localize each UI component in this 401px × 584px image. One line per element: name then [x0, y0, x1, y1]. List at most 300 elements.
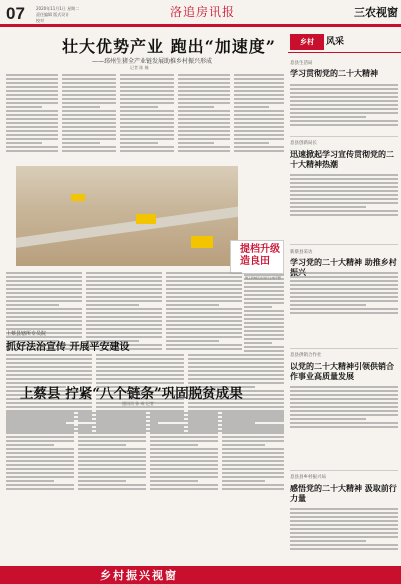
text-line [166, 348, 242, 350]
text-line [86, 276, 162, 278]
text-line [6, 90, 58, 92]
text-line [120, 114, 174, 116]
text-line [166, 308, 242, 310]
text-line [234, 94, 284, 96]
text-line [178, 138, 230, 140]
text-line [62, 110, 116, 112]
text-line [6, 138, 58, 140]
text-line [290, 520, 398, 522]
text-line [6, 370, 92, 372]
text-line [62, 98, 116, 100]
text-line [6, 292, 82, 294]
text-line [178, 122, 230, 124]
text-line [6, 440, 74, 442]
text-line [150, 452, 218, 454]
text-line [244, 342, 272, 344]
text-line [290, 426, 398, 428]
lead-body-col-1 [6, 72, 58, 154]
text-line [290, 194, 398, 196]
text-line [96, 378, 184, 380]
text-line [86, 324, 162, 326]
text-line [178, 126, 230, 128]
footer-label: 乡村振兴视窗 [100, 569, 178, 582]
text-line [290, 524, 398, 526]
text-line [6, 444, 54, 446]
second-kicker: 上蔡县辖所专员院 [6, 331, 47, 337]
third-body-col-4 [222, 410, 284, 492]
text-line [290, 214, 398, 216]
text-line [86, 328, 162, 330]
footer-banner [0, 566, 401, 584]
text-line [150, 444, 198, 446]
text-line [150, 416, 218, 418]
text-line [222, 440, 284, 442]
sidebar-brand-title: 风采 [326, 37, 345, 47]
text-line [290, 120, 398, 122]
text-line [234, 86, 284, 88]
text-line [6, 484, 74, 486]
text-line [244, 346, 284, 348]
lead-body-col-2 [62, 72, 116, 154]
text-line [244, 302, 284, 304]
text-line [150, 456, 218, 458]
photo-caption-title: 提档升级 造良田 [240, 244, 280, 267]
text-line [290, 174, 398, 176]
text-line [86, 332, 162, 334]
excavator-icon [136, 214, 156, 224]
text-line [290, 88, 398, 90]
third-body-col-2 [78, 410, 146, 492]
text-line [120, 78, 174, 80]
text-line [78, 476, 146, 478]
text-line [234, 142, 269, 144]
text-line [6, 130, 58, 132]
text-line [222, 412, 284, 414]
sidebar-separator [290, 244, 398, 245]
sidebar-separator [290, 136, 398, 137]
text-line [166, 332, 242, 334]
text-line [290, 104, 398, 106]
text-line [244, 298, 284, 300]
text-line [290, 272, 398, 274]
text-line [96, 370, 184, 372]
text-line [244, 318, 284, 320]
third-headline: 上蔡县 拧紧“八个链条”巩固脱贫成果 [20, 386, 243, 402]
text-line [290, 516, 398, 518]
text-line [178, 86, 230, 88]
text-line [62, 130, 116, 132]
third-body-col-3 [150, 410, 218, 492]
text-line [120, 118, 174, 120]
text-line [290, 304, 366, 306]
text-line [290, 100, 398, 102]
text-line [6, 288, 82, 290]
text-line [62, 118, 116, 120]
text-line [290, 210, 398, 212]
text-line [6, 98, 58, 100]
text-line [62, 114, 116, 116]
text-line [166, 344, 242, 346]
sidebar-divider [288, 52, 401, 53]
sidebar-separator [290, 348, 398, 349]
text-line [234, 118, 284, 120]
text-line [244, 282, 284, 284]
text-line [6, 74, 58, 76]
text-line [178, 110, 230, 112]
section-title: 三农视窗 [354, 6, 398, 19]
text-line [222, 488, 284, 490]
text-line [120, 134, 174, 136]
text-line [222, 456, 284, 458]
text-line [222, 420, 284, 422]
sidebar-separator [290, 470, 398, 471]
text-line [6, 448, 74, 450]
text-line [62, 90, 116, 92]
text-line [188, 358, 284, 360]
sidebar-item-body [290, 384, 398, 430]
text-line [166, 324, 242, 326]
text-line [6, 412, 74, 414]
text-line [6, 86, 58, 88]
text-line [244, 294, 284, 296]
text-line [6, 102, 58, 104]
text-line [6, 94, 58, 96]
text-line [166, 276, 242, 278]
text-line [78, 464, 146, 466]
text-line [150, 460, 218, 462]
text-line [290, 292, 398, 294]
text-line [290, 398, 398, 400]
text-line [290, 402, 398, 404]
text-line [150, 424, 218, 426]
text-line [96, 354, 184, 356]
text-line [290, 182, 398, 184]
text-line [222, 416, 284, 418]
text-line [166, 288, 242, 290]
text-line [6, 312, 82, 314]
text-line [78, 428, 146, 430]
text-line [244, 278, 284, 280]
text-line [86, 284, 162, 286]
text-line [86, 292, 162, 294]
text-line [6, 146, 58, 148]
text-line [166, 312, 242, 314]
text-line [120, 122, 174, 124]
lead-byline: 记者 陈 楠 [130, 65, 149, 70]
text-line [86, 308, 162, 310]
sidebar-item-body [290, 82, 398, 128]
text-line [78, 416, 146, 418]
text-line [6, 428, 74, 430]
text-line [96, 358, 184, 360]
text-line [6, 324, 82, 326]
text-line [222, 424, 284, 426]
text-line [188, 366, 284, 368]
text-line [150, 420, 218, 422]
text-line [86, 288, 162, 290]
text-line [166, 316, 242, 318]
text-line [244, 338, 284, 340]
text-line [188, 370, 284, 372]
text-line [290, 280, 398, 282]
text-line [62, 134, 116, 136]
text-line [6, 122, 58, 124]
text-line [78, 440, 146, 442]
text-line [78, 452, 146, 454]
text-line [290, 548, 398, 550]
text-line [120, 102, 174, 104]
text-line [6, 374, 92, 376]
text-line [222, 436, 284, 438]
text-line [234, 138, 284, 140]
text-line [6, 272, 82, 274]
sidebar-item-body [290, 172, 398, 218]
excavator-icon [71, 194, 85, 201]
text-line [78, 488, 146, 490]
text-line [290, 206, 366, 208]
date-line: 2020年11月1日 星期二 [36, 6, 80, 11]
text-line [6, 110, 58, 112]
text-line [290, 386, 398, 388]
text-line [96, 366, 184, 368]
text-line [78, 432, 146, 434]
masthead-logo: 洛追房讯报 [170, 5, 236, 19]
text-line [78, 424, 146, 426]
text-line [222, 464, 284, 466]
text-line [6, 114, 58, 116]
lead-photo [16, 166, 238, 266]
text-line [86, 304, 139, 306]
mid-body-col-3 [166, 270, 242, 352]
text-line [290, 512, 398, 514]
text-line [290, 198, 398, 200]
text-line [6, 134, 58, 136]
text-line [150, 480, 198, 482]
text-line [120, 146, 174, 148]
text-line [120, 138, 174, 140]
text-line [290, 308, 398, 310]
text-line [62, 102, 116, 104]
second-headline: 抓好法治宣传 开展平安建设 [6, 342, 130, 353]
text-line [234, 110, 284, 112]
text-line [6, 468, 74, 470]
text-line [62, 138, 116, 140]
text-line [120, 94, 174, 96]
text-line [178, 102, 230, 104]
text-line [290, 532, 398, 534]
text-line [150, 468, 218, 470]
sidebar-item-body [290, 506, 398, 552]
text-line [290, 112, 398, 114]
lead-body-col-3 [120, 72, 174, 154]
text-line [290, 544, 398, 546]
text-line [244, 330, 284, 332]
text-line [78, 412, 146, 414]
text-line [6, 280, 82, 282]
third-body-col-1 [6, 410, 74, 492]
text-line [6, 366, 92, 368]
text-line [150, 440, 218, 442]
text-line [150, 412, 218, 414]
text-line [222, 484, 284, 486]
text-line [166, 328, 242, 330]
text-line [166, 292, 242, 294]
text-line [120, 142, 158, 144]
text-line [86, 320, 162, 322]
text-line [290, 540, 366, 542]
sidebar-item-source: 新蔡县采访 [290, 250, 313, 255]
text-line [188, 402, 284, 404]
editor-line: 责任编辑 版式设计 [36, 12, 70, 17]
text-line [290, 300, 398, 302]
text-line [62, 94, 116, 96]
text-line [86, 272, 162, 274]
text-line [78, 436, 146, 438]
text-line [290, 528, 398, 530]
text-line [178, 106, 214, 108]
text-line [178, 78, 230, 80]
text-line [234, 134, 284, 136]
text-line [6, 118, 58, 120]
text-line [120, 106, 158, 108]
text-line [222, 480, 265, 482]
text-line [6, 126, 58, 128]
text-line [6, 456, 74, 458]
sidebar-item-title: 以党的二十大精神引领供销合作事业高质量发展 [290, 361, 394, 381]
text-line [86, 312, 162, 314]
text-line [290, 390, 398, 392]
text-line [62, 86, 116, 88]
text-line [222, 428, 284, 430]
text-line [96, 374, 184, 376]
text-line [166, 284, 242, 286]
text-line [234, 82, 284, 84]
text-line [6, 452, 74, 454]
text-line [6, 416, 74, 418]
text-line [6, 460, 74, 462]
text-line [150, 488, 218, 490]
text-line [178, 82, 230, 84]
third-byline: 通讯员 孙 成 记者 [122, 401, 154, 406]
text-line [86, 280, 162, 282]
text-line [78, 448, 146, 450]
text-line [62, 106, 100, 108]
text-line [222, 460, 284, 462]
text-line [6, 78, 58, 80]
text-line [234, 78, 284, 80]
text-line [6, 362, 92, 364]
text-line [6, 316, 82, 318]
text-line [78, 468, 146, 470]
text-line [234, 150, 284, 152]
text-line [222, 448, 284, 450]
text-line [244, 334, 284, 336]
page-number: 07 [6, 4, 25, 23]
text-line [120, 130, 174, 132]
text-line [6, 420, 74, 422]
text-line [244, 290, 284, 292]
text-line [6, 354, 92, 356]
text-line [6, 424, 74, 426]
text-line [290, 178, 398, 180]
text-line [6, 464, 74, 466]
text-line [86, 296, 162, 298]
text-line [188, 374, 284, 376]
text-line [6, 320, 82, 322]
text-line [6, 150, 58, 152]
text-line [290, 410, 398, 412]
text-line [290, 508, 398, 510]
text-line [290, 202, 398, 204]
text-line [150, 484, 218, 486]
text-line [120, 90, 174, 92]
text-line [290, 84, 398, 86]
text-line [78, 456, 146, 458]
text-line [62, 82, 116, 84]
text-line [290, 190, 398, 192]
sidebar-item-title: 迅速掀起学习宣传贯彻党的二十大精神热潮 [290, 149, 394, 169]
sidebar-item-source: 息县生活局 [290, 61, 313, 66]
text-line [244, 326, 284, 328]
text-line [62, 142, 100, 144]
text-line [244, 314, 284, 316]
text-line [222, 432, 284, 434]
text-line [6, 358, 92, 360]
text-line [62, 122, 116, 124]
text-line [86, 300, 162, 302]
text-line [290, 418, 366, 420]
text-line [234, 114, 284, 116]
text-line [290, 536, 398, 538]
text-line [120, 98, 174, 100]
text-line [166, 296, 242, 298]
text-line [234, 126, 284, 128]
proof-line: 校对 [36, 18, 44, 23]
text-line [244, 306, 272, 308]
text-line [290, 124, 398, 126]
text-line [6, 432, 74, 434]
text-line [6, 472, 74, 474]
sidebar-item-title: 学习党的二十大精神 助推乡村 [290, 257, 397, 267]
text-line [78, 420, 146, 422]
text-line [78, 444, 126, 446]
text-line [120, 82, 174, 84]
text-line [96, 362, 184, 364]
text-line [178, 150, 230, 152]
text-line [290, 406, 398, 408]
text-line [6, 436, 74, 438]
text-line [290, 414, 398, 416]
text-line [290, 288, 398, 290]
text-line [178, 118, 230, 120]
text-line [150, 432, 218, 434]
text-line [120, 86, 174, 88]
text-line [62, 146, 116, 148]
text-line [166, 280, 242, 282]
sidebar-brand-tag: 乡村 [290, 34, 324, 50]
lead-body-col-5 [234, 72, 284, 154]
text-line [166, 336, 242, 338]
text-line [244, 286, 284, 288]
text-line [86, 316, 162, 318]
text-line [178, 114, 230, 116]
lead-subheadline: ——邳州生猪全产业链发展助推乡村振兴形成 [92, 58, 213, 65]
text-line [166, 272, 242, 274]
sidebar-item-source: 息县供销合作社 [290, 353, 322, 358]
text-line [178, 98, 230, 100]
text-line [188, 362, 284, 364]
text-line [6, 378, 92, 380]
